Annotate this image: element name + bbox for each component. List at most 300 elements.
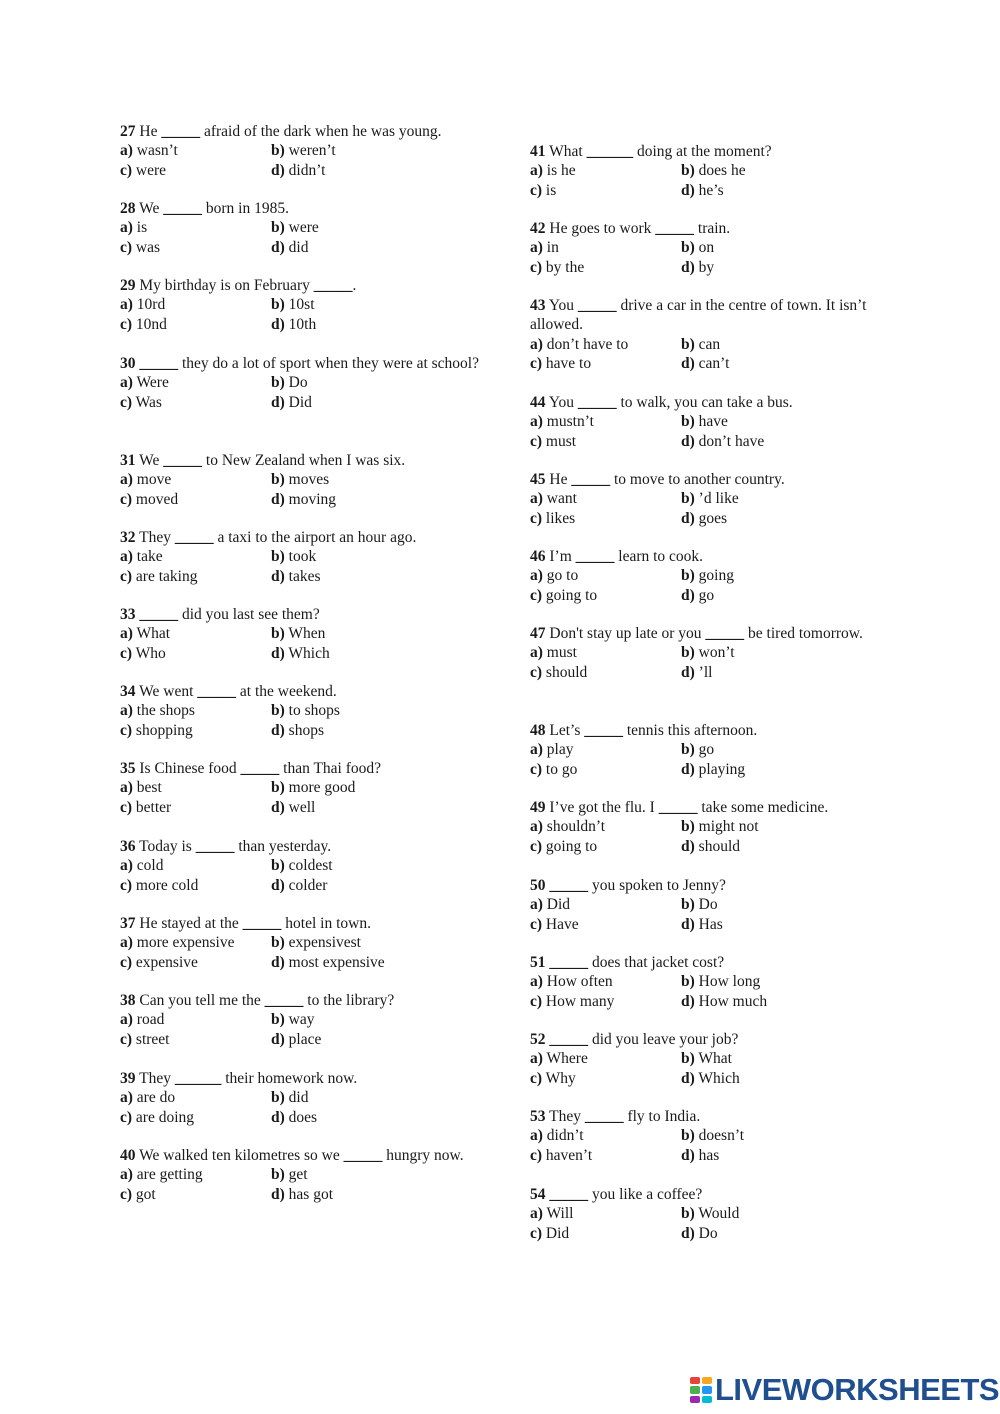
option-text: don’t have bbox=[694, 432, 765, 450]
answer-option[interactable] bbox=[681, 566, 734, 585]
option-letter: d) bbox=[271, 315, 285, 333]
answer-option[interactable] bbox=[271, 470, 329, 489]
question-stem bbox=[120, 528, 480, 547]
answer-option[interactable] bbox=[530, 643, 681, 662]
answer-option[interactable] bbox=[120, 624, 271, 643]
option-text: has got bbox=[284, 1185, 334, 1203]
answer-option[interactable] bbox=[530, 1146, 681, 1165]
answer-option[interactable] bbox=[271, 373, 308, 392]
answer-blank[interactable]: _____ bbox=[343, 1147, 383, 1164]
answer-option[interactable] bbox=[681, 895, 718, 914]
answer-option[interactable] bbox=[530, 566, 681, 585]
option-letter: b) bbox=[271, 142, 285, 160]
answer-option[interactable] bbox=[271, 141, 336, 160]
question-stem bbox=[120, 122, 480, 141]
answer-option[interactable] bbox=[530, 586, 681, 605]
answer-option[interactable] bbox=[271, 1185, 333, 1204]
option-row bbox=[530, 1146, 870, 1165]
option-text: won’t bbox=[694, 644, 735, 662]
option-text: 10st bbox=[284, 296, 315, 314]
option-row bbox=[120, 1010, 480, 1029]
stem-text: You bbox=[548, 394, 578, 411]
answer-option[interactable] bbox=[271, 778, 355, 797]
option-letter: a) bbox=[120, 625, 133, 643]
logo-text: LIVEWORKSHEETS bbox=[715, 1372, 1000, 1407]
answer-option[interactable] bbox=[120, 393, 271, 412]
option-text: took bbox=[284, 548, 317, 566]
option-letter: b) bbox=[271, 1166, 285, 1184]
answer-option[interactable] bbox=[530, 1126, 681, 1145]
stem-text: He stayed at the bbox=[139, 915, 243, 932]
answer-option[interactable] bbox=[681, 509, 727, 528]
answer-option[interactable] bbox=[681, 258, 714, 277]
answer-option[interactable] bbox=[530, 895, 681, 914]
question-50 bbox=[530, 876, 870, 934]
answer-option[interactable] bbox=[120, 295, 271, 314]
answer-option[interactable] bbox=[681, 1069, 740, 1088]
question-36 bbox=[120, 837, 480, 895]
answer-blank[interactable]: _____ bbox=[658, 799, 698, 816]
answer-option[interactable] bbox=[271, 856, 333, 875]
answer-blank[interactable]: _____ bbox=[174, 529, 214, 546]
answer-option[interactable] bbox=[120, 218, 271, 237]
answer-blank[interactable]: _____ bbox=[163, 452, 203, 469]
answer-option[interactable] bbox=[530, 837, 681, 856]
question-45 bbox=[530, 470, 870, 528]
answer-option[interactable] bbox=[681, 161, 746, 180]
option-letter: d) bbox=[271, 567, 285, 585]
stem-text: be tired tomorrow. bbox=[744, 625, 863, 642]
question-stem bbox=[120, 914, 480, 933]
question-38 bbox=[120, 991, 480, 1049]
question-number: 36 bbox=[120, 838, 136, 855]
option-text: should bbox=[694, 837, 741, 855]
option-text: 10nd bbox=[132, 315, 167, 333]
answer-option[interactable] bbox=[530, 238, 681, 257]
answer-option[interactable] bbox=[120, 644, 271, 663]
option-text: mustn’t bbox=[542, 413, 594, 431]
answer-option[interactable] bbox=[681, 740, 714, 759]
answer-option[interactable] bbox=[681, 992, 767, 1011]
option-letter: a) bbox=[530, 490, 543, 508]
question-number: 46 bbox=[530, 548, 546, 565]
answer-option[interactable] bbox=[271, 624, 325, 643]
option-letter: d) bbox=[681, 509, 695, 527]
answer-option[interactable] bbox=[120, 490, 271, 509]
answer-option[interactable] bbox=[120, 721, 271, 740]
question-stem bbox=[120, 451, 480, 470]
answer-blank[interactable]: _____ bbox=[705, 625, 745, 642]
answer-option[interactable] bbox=[120, 778, 271, 797]
option-text: are do bbox=[132, 1089, 176, 1107]
option-text: can bbox=[694, 335, 721, 353]
option-letter: c) bbox=[530, 432, 543, 450]
answer-option[interactable] bbox=[271, 315, 316, 334]
question-stem bbox=[530, 142, 870, 161]
option-letter: a) bbox=[120, 296, 133, 314]
option-letter: a) bbox=[120, 219, 133, 237]
stem-text: they do a lot of sport when they were at school? bbox=[178, 355, 479, 372]
answer-option[interactable] bbox=[681, 238, 714, 257]
answer-option[interactable] bbox=[271, 1030, 321, 1049]
option-letter: c) bbox=[530, 663, 543, 681]
option-letter: c) bbox=[530, 181, 543, 199]
option-text: Will bbox=[542, 1205, 574, 1223]
stem-text: does that jacket cost? bbox=[588, 954, 725, 971]
option-text: street bbox=[132, 1030, 170, 1048]
option-text: way bbox=[284, 1011, 315, 1029]
answer-option[interactable] bbox=[271, 490, 336, 509]
answer-option[interactable] bbox=[120, 567, 271, 586]
option-text: go bbox=[694, 741, 715, 759]
answer-blank[interactable]: _____ bbox=[139, 606, 179, 623]
option-letter: b) bbox=[681, 239, 695, 257]
option-text: Why bbox=[542, 1069, 576, 1087]
answer-option[interactable] bbox=[120, 141, 271, 160]
option-text: is he bbox=[542, 162, 576, 180]
stem-text: doing at the moment? bbox=[633, 143, 772, 160]
option-text: Do bbox=[284, 374, 308, 392]
answer-option[interactable] bbox=[271, 393, 312, 412]
answer-option[interactable] bbox=[120, 798, 271, 817]
option-letter: c) bbox=[530, 1146, 543, 1164]
answer-blank[interactable]: _____ bbox=[197, 683, 237, 700]
answer-option[interactable] bbox=[120, 1185, 271, 1204]
answer-option[interactable] bbox=[530, 509, 681, 528]
question-number: 31 bbox=[120, 452, 136, 469]
option-letter: a) bbox=[530, 896, 543, 914]
option-text: Has bbox=[694, 915, 723, 933]
option-text: must bbox=[542, 432, 577, 450]
answer-blank[interactable]: _____ bbox=[584, 722, 623, 739]
answer-option[interactable] bbox=[681, 181, 724, 200]
option-letter: d) bbox=[271, 1030, 285, 1048]
question-stem bbox=[120, 837, 480, 856]
stem-text: You bbox=[548, 297, 578, 314]
answer-option[interactable] bbox=[681, 972, 760, 991]
option-row bbox=[120, 547, 480, 566]
answer-option[interactable] bbox=[120, 315, 271, 334]
option-row bbox=[530, 895, 870, 914]
answer-option[interactable] bbox=[271, 721, 324, 740]
answer-option[interactable] bbox=[530, 1204, 681, 1223]
stem-text: They bbox=[549, 1108, 585, 1125]
answer-blank[interactable]: _____ bbox=[571, 471, 611, 488]
stem-text: We went bbox=[139, 683, 198, 700]
answer-option[interactable] bbox=[271, 1088, 308, 1107]
answer-option[interactable] bbox=[271, 933, 361, 952]
question-stem bbox=[530, 798, 870, 817]
question-number: 33 bbox=[120, 606, 136, 623]
answer-option[interactable] bbox=[271, 798, 315, 817]
answer-option[interactable] bbox=[120, 1165, 271, 1184]
answer-option[interactable] bbox=[271, 953, 385, 972]
answer-option[interactable] bbox=[681, 432, 764, 451]
option-text: How long bbox=[694, 973, 761, 991]
answer-option[interactable] bbox=[120, 547, 271, 566]
option-row bbox=[530, 181, 870, 200]
answer-option[interactable] bbox=[120, 856, 271, 875]
answer-blank[interactable]: _____ bbox=[139, 355, 179, 372]
answer-blank[interactable]: _____ bbox=[163, 200, 203, 217]
option-text: moves bbox=[284, 471, 330, 489]
answer-blank[interactable]: _____ bbox=[655, 220, 695, 237]
option-letter: b) bbox=[271, 779, 285, 797]
option-letter: a) bbox=[530, 162, 543, 180]
answer-option[interactable] bbox=[681, 663, 712, 682]
answer-option[interactable] bbox=[681, 837, 740, 856]
option-row bbox=[120, 1030, 480, 1049]
stem-text: My birthday is on February bbox=[139, 277, 314, 294]
answer-option[interactable] bbox=[271, 644, 330, 663]
answer-option[interactable] bbox=[271, 1108, 317, 1127]
question-51 bbox=[530, 953, 870, 1011]
option-letter: b) bbox=[681, 644, 695, 662]
stem-text: at the weekend. bbox=[236, 683, 337, 700]
option-text: does he bbox=[694, 162, 746, 180]
question-32 bbox=[120, 528, 480, 586]
answer-option[interactable] bbox=[681, 1224, 718, 1243]
question-number: 44 bbox=[530, 394, 546, 411]
stem-text: to walk, you can take a bus. bbox=[616, 394, 793, 411]
liveworksheets-logo[interactable] bbox=[690, 1374, 999, 1406]
answer-option[interactable] bbox=[271, 547, 316, 566]
option-letter: a) bbox=[530, 1127, 543, 1145]
answer-option[interactable] bbox=[681, 915, 723, 934]
answer-blank[interactable]: ______ bbox=[586, 143, 634, 160]
option-letter: c) bbox=[530, 1069, 543, 1087]
answer-option[interactable] bbox=[530, 432, 681, 451]
option-row bbox=[530, 760, 870, 779]
question-number: 49 bbox=[530, 799, 546, 816]
answer-option[interactable] bbox=[271, 238, 308, 257]
answer-option[interactable] bbox=[681, 1049, 732, 1068]
option-letter: b) bbox=[681, 162, 695, 180]
option-text: Would bbox=[694, 1205, 740, 1223]
option-letter: d) bbox=[271, 798, 285, 816]
question-number: 41 bbox=[530, 143, 546, 160]
option-row bbox=[530, 972, 870, 991]
question-41 bbox=[530, 142, 870, 200]
stem-text: to move to another country. bbox=[610, 471, 785, 488]
answer-option[interactable] bbox=[530, 817, 681, 836]
answer-option[interactable] bbox=[681, 412, 728, 431]
option-letter: a) bbox=[120, 548, 133, 566]
answer-option[interactable] bbox=[530, 354, 681, 373]
option-letter: c) bbox=[530, 258, 543, 276]
stem-text: tennis this afternoon. bbox=[623, 722, 758, 739]
answer-option[interactable] bbox=[530, 663, 681, 682]
question-number: 51 bbox=[530, 954, 546, 971]
answer-option[interactable] bbox=[120, 1010, 271, 1029]
option-row bbox=[530, 1204, 870, 1223]
option-row bbox=[120, 856, 480, 875]
option-text: Where bbox=[542, 1050, 588, 1068]
answer-blank[interactable]: _____ bbox=[575, 548, 615, 565]
option-text: shouldn’t bbox=[542, 818, 606, 836]
question-33 bbox=[120, 605, 480, 663]
option-row bbox=[530, 489, 870, 508]
stem-text: you spoken to Jenny? bbox=[588, 877, 726, 894]
answer-option[interactable] bbox=[271, 218, 319, 237]
option-text: got bbox=[132, 1185, 156, 1203]
option-text: Which bbox=[284, 644, 330, 662]
answer-option[interactable] bbox=[120, 161, 271, 180]
answer-option[interactable] bbox=[530, 412, 681, 431]
answer-option[interactable] bbox=[530, 489, 681, 508]
option-text: don’t have to bbox=[542, 335, 629, 353]
question-number: 29 bbox=[120, 277, 136, 294]
stem-text: than Thai food? bbox=[279, 760, 382, 777]
answer-option[interactable] bbox=[681, 489, 739, 508]
answer-blank[interactable]: _____ bbox=[264, 992, 304, 1009]
answer-option[interactable] bbox=[120, 933, 271, 952]
answer-option[interactable] bbox=[681, 335, 720, 354]
option-text: take bbox=[132, 548, 163, 566]
answer-blank[interactable]: _____ bbox=[577, 297, 617, 314]
option-text: he’s bbox=[694, 181, 724, 199]
option-letter: b) bbox=[271, 1011, 285, 1029]
option-letter: c) bbox=[530, 509, 543, 527]
question-44 bbox=[530, 393, 870, 451]
answer-option[interactable] bbox=[681, 354, 729, 373]
option-text: Did bbox=[542, 1224, 570, 1242]
answer-option[interactable] bbox=[530, 992, 681, 1011]
answer-option[interactable] bbox=[681, 817, 759, 836]
stem-text: a taxi to the airport an hour ago. bbox=[213, 529, 417, 546]
option-row bbox=[530, 837, 870, 856]
answer-blank[interactable]: _____ bbox=[195, 838, 235, 855]
answer-blank[interactable]: ______ bbox=[174, 1070, 222, 1087]
answer-option[interactable] bbox=[681, 1146, 719, 1165]
answer-option[interactable] bbox=[120, 373, 271, 392]
answer-option[interactable] bbox=[271, 161, 325, 180]
option-text: has bbox=[694, 1146, 720, 1164]
option-text: didn’t bbox=[542, 1127, 584, 1145]
answer-option[interactable] bbox=[271, 1010, 315, 1029]
option-row bbox=[530, 643, 870, 662]
stem-text: Can you tell me the bbox=[139, 992, 265, 1009]
stem-text: . bbox=[352, 277, 357, 294]
option-text: Have bbox=[542, 915, 579, 933]
answer-option[interactable] bbox=[681, 643, 735, 662]
answer-option[interactable] bbox=[681, 1126, 744, 1145]
answer-option[interactable] bbox=[120, 1088, 271, 1107]
option-text: want bbox=[542, 490, 577, 508]
answer-option[interactable] bbox=[530, 740, 681, 759]
option-text: ’d like bbox=[694, 490, 739, 508]
answer-option[interactable] bbox=[120, 1108, 271, 1127]
answer-option[interactable] bbox=[271, 295, 315, 314]
option-letter: a) bbox=[120, 142, 133, 160]
option-letter: c) bbox=[120, 721, 133, 739]
option-text: playing bbox=[694, 760, 746, 778]
question-stem bbox=[530, 1185, 870, 1204]
answer-option[interactable] bbox=[120, 876, 271, 895]
option-text: doesn’t bbox=[694, 1127, 745, 1145]
answer-option[interactable] bbox=[120, 470, 271, 489]
answer-option[interactable] bbox=[681, 586, 714, 605]
answer-blank[interactable]: _____ bbox=[240, 760, 280, 777]
option-text: Were bbox=[132, 374, 169, 392]
answer-option[interactable] bbox=[530, 258, 681, 277]
answer-option[interactable] bbox=[530, 335, 681, 354]
stem-text: They bbox=[139, 529, 175, 546]
option-text: to go bbox=[542, 760, 578, 778]
option-letter: c) bbox=[120, 490, 133, 508]
question-49 bbox=[530, 798, 870, 856]
question-30 bbox=[120, 354, 480, 412]
answer-blank[interactable]: _____ bbox=[313, 277, 353, 294]
answer-option[interactable] bbox=[271, 1165, 308, 1184]
question-stem bbox=[120, 682, 480, 701]
answer-blank[interactable]: _____ bbox=[584, 1108, 624, 1125]
option-row bbox=[120, 315, 480, 334]
answer-blank[interactable]: _____ bbox=[549, 1186, 589, 1203]
answer-blank[interactable]: _____ bbox=[577, 394, 617, 411]
stem-text: I’ve got the flu. I bbox=[549, 799, 659, 816]
option-text: going to bbox=[542, 586, 598, 604]
answer-option[interactable] bbox=[120, 701, 271, 720]
option-row bbox=[120, 393, 480, 412]
answer-option[interactable] bbox=[530, 915, 681, 934]
answer-option[interactable] bbox=[681, 1204, 739, 1223]
answer-option[interactable] bbox=[530, 1224, 681, 1243]
option-text: get bbox=[284, 1166, 308, 1184]
answer-option[interactable] bbox=[530, 161, 681, 180]
answer-option[interactable] bbox=[530, 972, 681, 991]
answer-blank[interactable]: _____ bbox=[549, 954, 589, 971]
answer-option[interactable] bbox=[530, 1069, 681, 1088]
option-letter: a) bbox=[120, 1011, 133, 1029]
answer-option[interactable] bbox=[530, 1049, 681, 1068]
option-row bbox=[120, 1185, 480, 1204]
option-row bbox=[530, 566, 870, 585]
option-text: 10rd bbox=[132, 296, 166, 314]
question-stem bbox=[120, 276, 480, 295]
option-text: can’t bbox=[694, 355, 730, 373]
option-letter: a) bbox=[530, 1205, 543, 1223]
stem-text: born in 1985. bbox=[202, 200, 289, 217]
option-text: cold bbox=[132, 857, 164, 875]
answer-option[interactable] bbox=[120, 953, 271, 972]
answer-option[interactable] bbox=[530, 760, 681, 779]
option-letter: b) bbox=[271, 857, 285, 875]
answer-option[interactable] bbox=[681, 760, 745, 779]
option-row bbox=[120, 470, 480, 489]
answer-option[interactable] bbox=[271, 567, 321, 586]
answer-option[interactable] bbox=[120, 1030, 271, 1049]
question-number: 37 bbox=[120, 915, 136, 932]
answer-option[interactable] bbox=[271, 876, 327, 895]
option-letter: b) bbox=[271, 296, 285, 314]
option-letter: b) bbox=[271, 934, 285, 952]
answer-blank[interactable]: _____ bbox=[161, 123, 201, 140]
option-row bbox=[530, 335, 870, 354]
option-row bbox=[120, 953, 480, 972]
answer-option[interactable] bbox=[530, 181, 681, 200]
option-letter: a) bbox=[120, 779, 133, 797]
answer-option[interactable] bbox=[271, 701, 340, 720]
answer-blank[interactable]: _____ bbox=[549, 1031, 589, 1048]
option-text: going bbox=[694, 567, 734, 585]
option-letter: d) bbox=[681, 355, 695, 373]
option-letter: c) bbox=[120, 393, 133, 411]
answer-blank[interactable]: _____ bbox=[549, 877, 589, 894]
option-text: go to bbox=[542, 567, 579, 585]
answer-option[interactable] bbox=[120, 238, 271, 257]
answer-blank[interactable]: _____ bbox=[242, 915, 282, 932]
